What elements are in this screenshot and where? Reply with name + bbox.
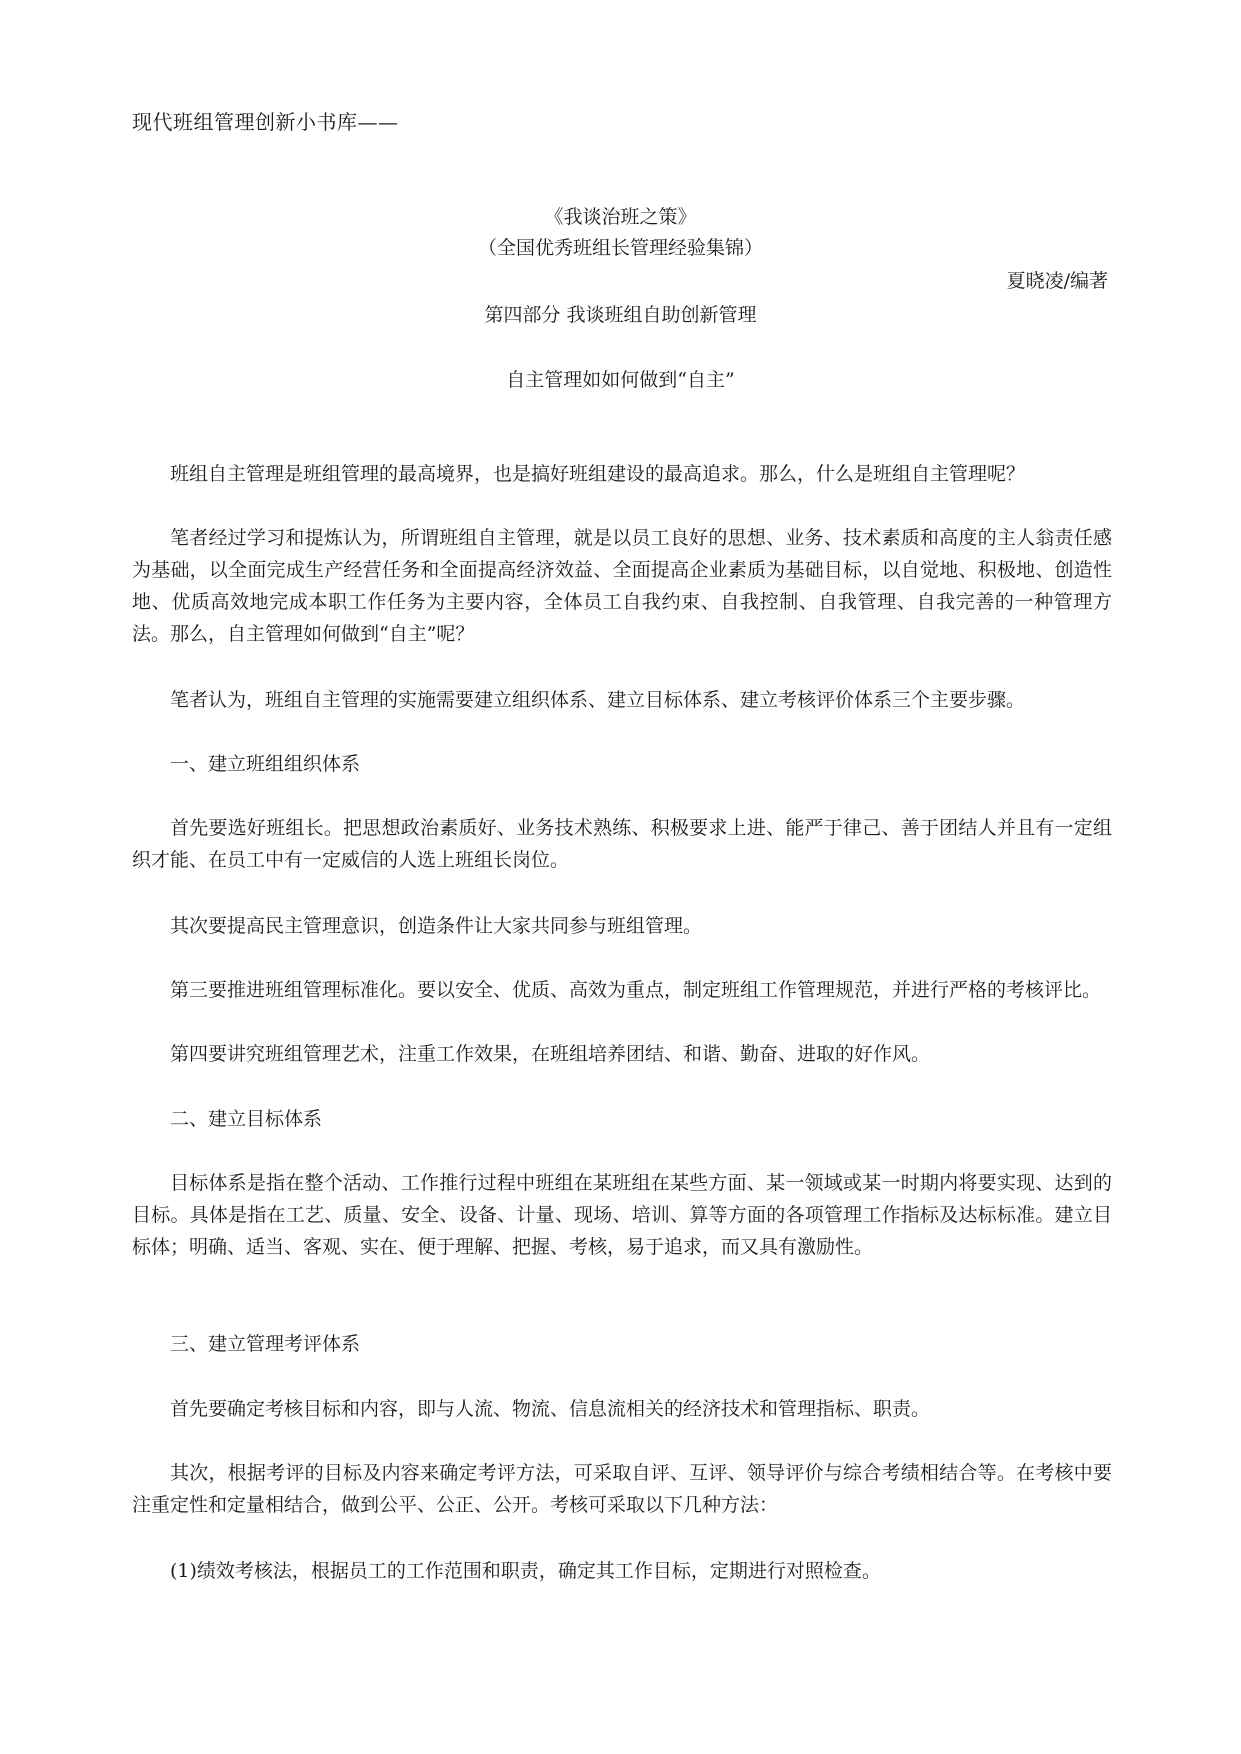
paragraph [132, 684, 1112, 716]
paragraph-text: 其次，根据考评的目标及内容来确定考评方法，可采取自评、互评、领导评价与综合考绩相结合等。在考核中要注重定性和定量相结合，做到公平、公正、公开。考核可采取以下几种方法： [132, 1462, 1112, 1516]
book-subtitle: （全国优秀班组长管理经验集锦） [477, 237, 763, 259]
paragraph [132, 910, 1112, 942]
paragraph-text: 其次要提高民主管理意识，创造条件让大家共同参与班组管理。 [170, 915, 703, 937]
series-title: 现代班组管理创新小书库—— [132, 110, 399, 134]
paragraph-text: 首先要选好班组长。把思想政治素质好、业务技术熟练、积极要求上进、能严于律己、善于团结人并且有一定组织才能、在员工中有一定威信的人选上班组长岗位。 [132, 817, 1112, 871]
paragraph [132, 522, 1112, 650]
section-heading-text: 三、建立管理考评体系 [170, 1333, 361, 1355]
paragraph [132, 1393, 1112, 1425]
paragraph-text: 班组自主管理是班组管理的最高境界，也是搞好班组建设的最高追求。那么，什么是班组自主管理呢？ [170, 463, 1026, 485]
paragraph [132, 1167, 1112, 1263]
paragraph [132, 1038, 1112, 1070]
paragraph [132, 812, 1112, 876]
paragraph-text: 首先要确定考核目标和内容，即与人流、物流、信息流相关的经济技术和管理指标、职责。 [170, 1398, 931, 1420]
paragraph-text: 笔者经过学习和提炼认为，所谓班组自主管理，就是以员工良好的思想、业务、技术素质和高度的主人翁责任感为基础，以全面完成生产经营任务和全面提高经济效益、全面提高企业素质为基础目标，以自觉地、积极地、创造性地、优质高效地完成本职工作任务为主要内容，全体员工自我约束、自我控制、自我管理、自我完善的一种管理方法。那么，自主管理如何做到“自主”呢？ [132, 527, 1112, 645]
part-title: 第四部分 我谈班组自助创新管理 [484, 304, 757, 326]
section-heading-text: 一、建立班组组织体系 [170, 753, 361, 775]
section-heading-text: 二、建立目标体系 [170, 1108, 323, 1130]
author: 夏晓凌/编著 [1006, 270, 1108, 292]
paragraph [132, 974, 1112, 1006]
paragraph [132, 458, 1112, 490]
paragraph-text: 目标体系是指在整个活动、工作推行过程中班组在某班组在某些方面、某一领域或某一时期内将要实现、达到的目标。具体是指在工艺、质量、安全、设备、计量、现场、培训、算等方面的各项管理工作指标及达标标准。建立目标体；明确、适当、客观、实在、便于理解、把握、考核，易于追求，而又具有激励性。 [132, 1172, 1112, 1258]
paragraph-text: 笔者认为，班组自主管理的实施需要建立组织体系、建立目标体系、建立考核评价体系三个主要步骤。 [170, 689, 1026, 711]
article-title: 自主管理如如何做到“自主” [506, 369, 735, 391]
paragraph-text: (1)绩效考核法，根据员工的工作范围和职责，确定其工作目标，定期进行对照检查。 [170, 1560, 881, 1582]
paragraph [132, 1555, 1112, 1587]
book-title: 《我谈治班之策》 [544, 206, 697, 228]
paragraph-text: 第四要讲究班组管理艺术，注重工作效果，在班组培养团结、和谐、勤奋、进取的好作风。 [170, 1043, 931, 1065]
section-heading-1 [132, 748, 1112, 780]
section-heading-2 [132, 1103, 1112, 1135]
paragraph-text: 第三要推进班组管理标准化。要以安全、优质、高效为重点，制定班组工作管理规范，并进行严格的考核评比。 [170, 979, 1102, 1001]
section-heading-3 [132, 1328, 1112, 1360]
paragraph [132, 1457, 1112, 1521]
